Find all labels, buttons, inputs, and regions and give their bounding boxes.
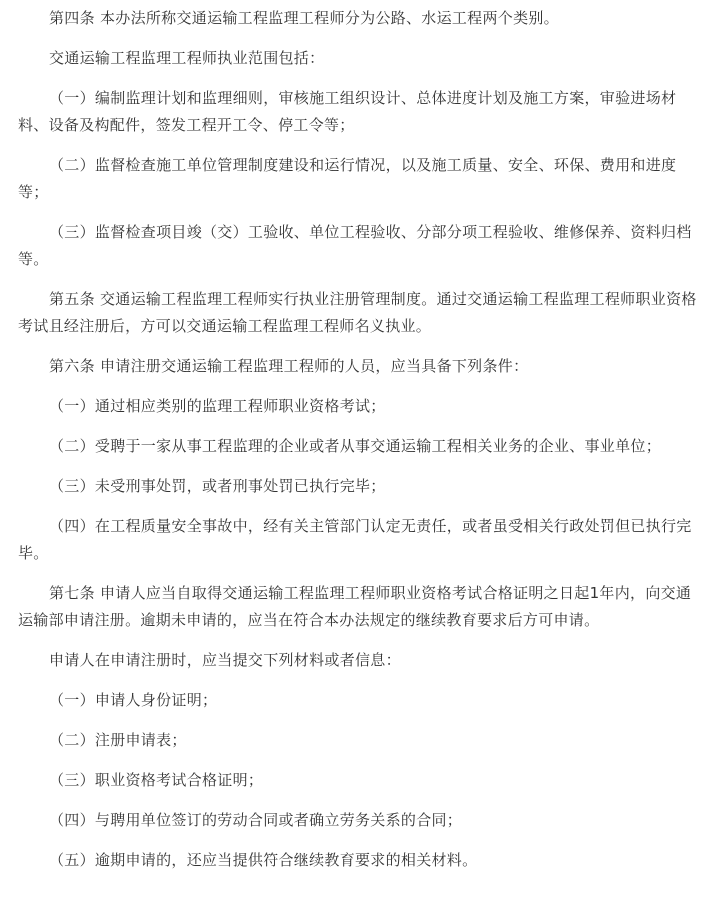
condition-item-1: （一）通过相应类别的监理工程师职业资格考试；	[49, 397, 386, 415]
article-6-paragraph: 第六条 申请注册交通运输工程监理工程师的人员，应当具备下列条件：	[49, 357, 529, 375]
material-item-1: （一）申请人身份证明；	[49, 691, 218, 709]
material-item-2: （二）注册申请表；	[49, 731, 187, 749]
scope-item-2: （二）监督检查施工单位管理制度建设和运行情况，以及施工质量、安全、环保、费用和进度等；	[18, 156, 677, 201]
scope-item-1: （一）编制监理计划和监理细则，审核施工组织设计、总体进度计划及施工方案，审验进场材料、设备及构配件，签发工程开工令、停工令等；	[18, 89, 677, 134]
article-4-paragraph: 第四条 本办法所称交通运输工程监理工程师分为公路、水运工程两个类别。	[49, 9, 559, 27]
material-item-4: （四）与聘用单位签订的劳动合同或者确立劳务关系的合同；	[49, 811, 463, 829]
scope-item-3: （三）监督检查项目竣（交）工验收、单位工程验收、分部分项工程验收、维修保养、资料归档等。	[18, 223, 692, 268]
condition-item-2: （二）受聘于一家从事工程监理的企业或者从事交通运输工程相关业务的企业、事业单位；	[49, 437, 662, 455]
condition-item-4: （四）在工程质量安全事故中，经有关主管部门认定无责任，或者虽受相关行政处罚但已执行完毕。	[18, 517, 692, 562]
material-item-5: （五）逾期申请的，还应当提供符合继续教育要求的相关材料。	[49, 851, 478, 869]
article-7-paragraph: 第七条 申请人应当自取得交通运输工程监理工程师职业资格考试合格证明之日起1年内，向交通运输部申请注册。逾期未申请的，应当在符合本办法规定的继续教育要求后方可申请。	[18, 584, 692, 629]
material-item-3: （三）职业资格考试合格证明；	[49, 771, 264, 789]
scope-intro-paragraph: 交通运输工程监理工程师执业范围包括：	[49, 49, 325, 67]
article-5-paragraph: 第五条 交通运输工程监理工程师实行执业注册管理制度。通过交通运输工程监理工程师职业资格考试且经注册后，方可以交通运输工程监理工程师名义执业。	[18, 290, 697, 335]
condition-item-3: （三）未受刑事处罚，或者刑事处罚已执行完毕；	[49, 477, 386, 495]
materials-intro-paragraph: 申请人在申请注册时，应当提交下列材料或者信息：	[49, 651, 401, 669]
